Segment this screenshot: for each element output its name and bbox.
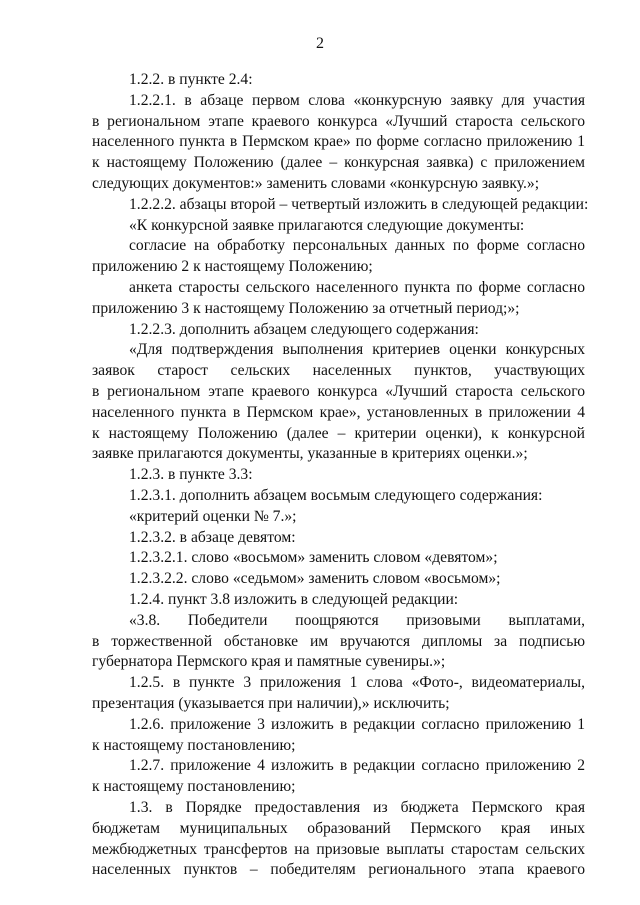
text-line: анкета старосты сельского населенного пункта по форме согласно [129, 279, 585, 296]
text-line: «К конкурсной заявке прилагаются следующие документы: [129, 216, 525, 234]
text-line: 1.2.2. в пункте 2.4: [129, 71, 253, 88]
text-line: 1.3. в Порядке предоставления из бюджета Пермского края [129, 799, 585, 816]
text-line: презентация (указывается при наличии),» исключить; [92, 695, 450, 712]
text-line: 1.2.7. приложение 4 изложить в редакции согласно приложению 2 [129, 757, 585, 775]
text-line: в региональном этапе краевого конкурса «Лучший староста сельского [92, 383, 585, 400]
text-line: к настоящему постановлению; [92, 736, 296, 754]
text-line: в региональном этапе краевого конкурса «Лучший староста сельского [92, 112, 585, 130]
text-line: приложению 3 к настоящему Положению за отчетный период;»; [92, 299, 520, 317]
text-line: населенных пунктов – победителям регионального этапа краевого [92, 861, 585, 879]
text-line: следующих документов:» заменить словами «конкурсную заявку.»; [92, 175, 540, 192]
text-line: 1.2.5. в пункте 3 приложения 1 слова «Фото-, видеоматериалы, [129, 674, 585, 692]
text-line: к настоящему постановлению; [92, 778, 296, 796]
text-line: заявке прилагаются документы, указанные в критериях оценки.»; [92, 445, 528, 463]
text-line: 1.2.2.1. в абзаце первом слова «конкурсную заявку для участия [129, 91, 585, 109]
text-line: 1.2.2.3. дополнить абзацем следующего содержания: [129, 320, 479, 338]
text-line: межбюджетных трансфертов на призовые выплаты старостам сельских [92, 840, 585, 858]
text-line: согласие на обработку персональных данных по форме согласно [129, 237, 585, 255]
text-line: к настоящему Положению (далее – критерии оценки), к конкурсной [92, 424, 585, 442]
text-line: 1.2.3.2.2. слово «седьмом» заменить словом «восьмом»; [129, 570, 501, 588]
text-line: 1.2.6. приложение 3 изложить в редакции согласно приложению 1 [129, 715, 585, 733]
text-line: приложению 2 к настоящему Положению; [92, 258, 373, 276]
text-line: 1.2.4. пункт 3.8 изложить в следующей редакции: [129, 591, 459, 608]
text-line: «критерий оценки № 7.»; [129, 507, 297, 525]
text-line: в торжественной обстановке им вручаются дипломы за подписью [92, 632, 585, 650]
text-line: 1.2.2.2. абзацы второй – четвертый изложить в следующей редакции: [129, 195, 589, 213]
text-line: 1.2.3.2.1. слово «восьмом» заменить словом «девятом»; [129, 549, 498, 567]
text-line: губернатора Пермского края и памятные сувениры.»; [92, 653, 446, 671]
text-line: населенного пункта в Пермском крае» по форме согласно приложению 1 [92, 133, 585, 151]
text-line: «3.8. Победители поощряются призовыми выплатами, [129, 611, 585, 629]
text-line: заявок старост сельских населенных пунктов, участвующих [92, 362, 585, 380]
text-line: 1.2.3.1. дополнить абзацем восьмым следующего содержания: [129, 487, 543, 504]
page-number: 2 [316, 35, 324, 52]
text-line: бюджетам муниципальных образований Пермского края иных [92, 819, 585, 837]
text-line: населенного пункта в Пермском крае», установленных в приложении 4 [92, 403, 585, 421]
text-line: «Для подтверждения выполнения критериев оценки конкурсных [129, 341, 585, 359]
text-line: 1.2.3. в пункте 3.3: [129, 466, 253, 484]
text-line: 1.2.3.2. в абзаце девятом: [129, 528, 296, 546]
text-line: к настоящему Положению (далее – конкурсная заявка) с приложением [92, 154, 585, 172]
